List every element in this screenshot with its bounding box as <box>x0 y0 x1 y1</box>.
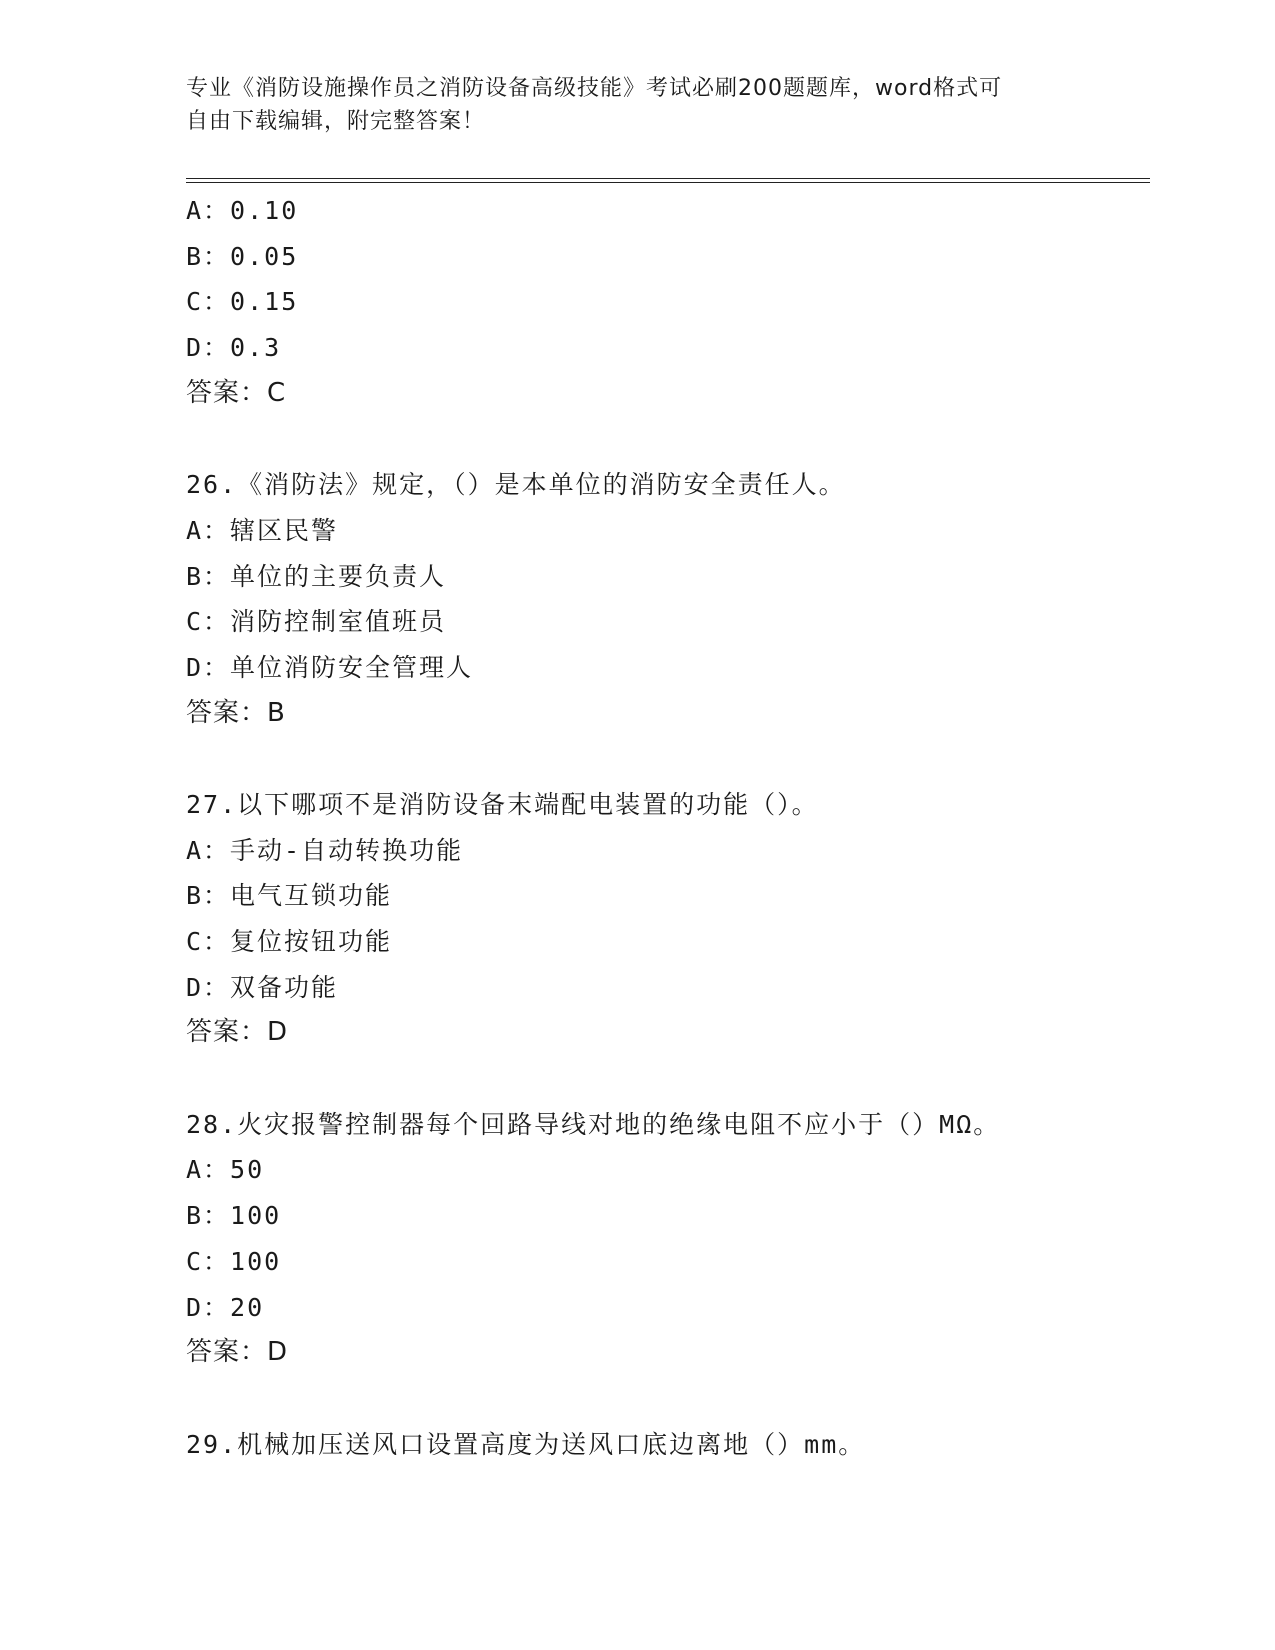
spacer <box>186 1056 1166 1102</box>
question-list <box>186 188 1166 1467</box>
question-block-28 <box>186 1102 1166 1376</box>
option-a: A：辖区民警 <box>186 515 339 545</box>
option-a: A：手动-自动转换功能 <box>186 835 464 865</box>
option-b: B：电气互锁功能 <box>186 881 393 911</box>
option-a: A：50 <box>186 1155 265 1185</box>
option-b: B：0.05 <box>186 241 299 271</box>
spacer <box>186 1376 1166 1422</box>
option-d: D：单位消防安全管理人 <box>186 652 474 682</box>
option-b: B：单位的主要负责人 <box>186 561 447 591</box>
option-c: C：消防控制室值班员 <box>186 607 447 637</box>
answer: 答案：D <box>186 1017 289 1048</box>
option-a: A：0.10 <box>186 196 299 225</box>
option-d: D：0.3 <box>186 333 282 363</box>
question-text: 27.以下哪项不是消防设备末端配电装置的功能（）。 <box>186 789 819 819</box>
option-d: D：20 <box>186 1292 265 1322</box>
spacer <box>186 416 1166 462</box>
spacer <box>186 736 1166 782</box>
question-block-29 <box>186 1422 1166 1468</box>
answer: 答案：D <box>186 1337 289 1368</box>
answer: 答案：B <box>186 697 286 728</box>
header-line-1: 专业《消防设施操作员之消防设备高级技能》考试必刷200题题库，word格式可 <box>186 76 1003 101</box>
header-line-2: 自由下载编辑，附完整答案！ <box>186 109 486 134</box>
question-block-25 <box>186 188 1166 416</box>
option-b: B：100 <box>186 1201 282 1231</box>
question-text: 29.机械加压送风口设置高度为送风口底边离地（）mm。 <box>186 1429 866 1459</box>
question-text: 28.火灾报警控制器每个回路导线对地的绝缘电阻不应小于（）MΩ。 <box>186 1109 1001 1139</box>
option-d: D：双备功能 <box>186 972 339 1002</box>
question-block-27 <box>186 782 1166 1056</box>
option-c: C：0.15 <box>186 287 299 317</box>
header-divider <box>186 182 1150 183</box>
document-header <box>186 72 1086 138</box>
option-c: C：100 <box>186 1246 282 1276</box>
header-divider <box>186 178 1150 179</box>
question-text: 26.《消防法》规定，（）是本单位的消防安全责任人。 <box>186 470 846 500</box>
option-c: C：复位按钮功能 <box>186 927 393 956</box>
question-block-26 <box>186 462 1166 736</box>
answer: 答案：C <box>186 377 287 408</box>
